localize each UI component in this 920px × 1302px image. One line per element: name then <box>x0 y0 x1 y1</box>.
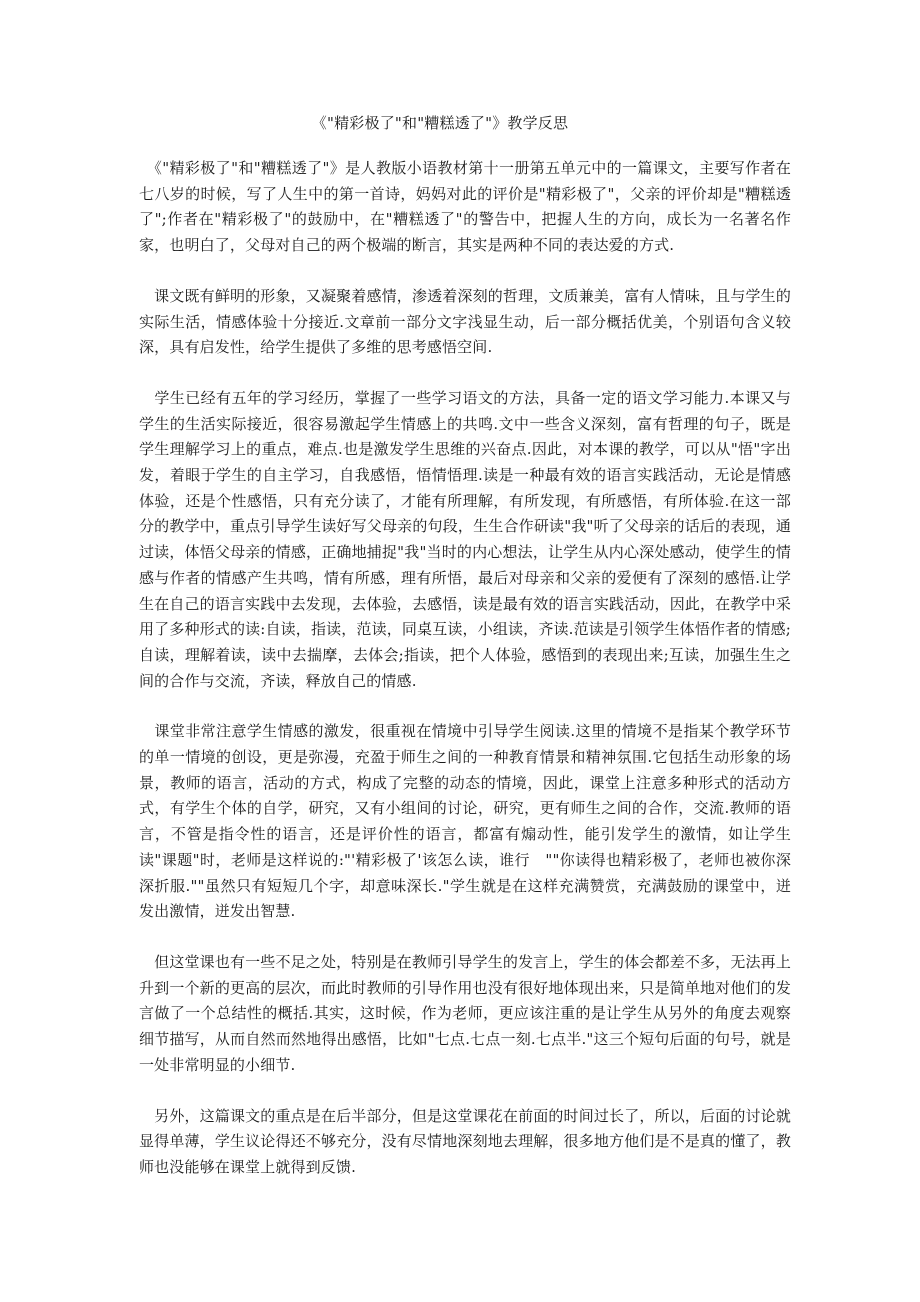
paragraph-6: 另外，这篇课文的重点是在后半部分，但是这堂课花在前面的时间过长了，所以，后面的讨论就显得单薄，学生议论得还不够充分，没有尽情地深刻地去理解，很多地方他们是不是真的懂了，教师也没能够在课堂上就得到反馈. <box>139 1106 791 1176</box>
document-title: 《"精彩极了"和"糟糕透了"》教学反思 <box>311 114 569 132</box>
paragraph-1: 《"精彩极了"和"糟糕透了"》是人教版小语教材第十一册第五单元中的一篇课文，主要写作者在七八岁的时候，写了人生中的第一首诗，妈妈对此的评价是"精彩极了"，父亲的评价却是"糟糕透了";作者在"精彩极了"的鼓励中，在"糟糕透了"的警告中，把握人生的方向，成长为一名著名作家，也明白了，父母对自己的两个极端的断言，其实是两种不同的表达爱的方式. <box>139 159 791 255</box>
paragraph-5: 但这堂课也有一些不足之处，特别是在教师引导学生的发言上，学生的体会都差不多，无法再上升到一个新的更高的层次，而此时教师的引导作用也没有很好地体现出来，只是简单地对他们的发言做了一个总结性的概括.其实，这时候，作为老师，更应该注重的是让学生从另外的角度去观察细节描写，从而自然而然地得出感悟，比如"七点.七点一刻.七点半."这三个短句后面的句号，就是一处非常明显的小细节. <box>139 952 791 1074</box>
document-body <box>139 156 791 1206</box>
paragraph-3: 学生已经有五年的学习经历，掌握了一些学习语文的方法，具备一定的语文学习能力.本课又与学生的生活实际接近，很容易激起学生情感上的共鸣.文中一些含义深刻，富有哲理的句子，既是学生理解学习上的重点，难点.也是激发学生思维的兴奋点.因此，对本课的教学，可以从"悟"字出发，着眼于学生的自主学习，自我感悟，悟情悟理.读是一种最有效的语言实践活动，无论是情感体验，还是个性感悟，只有充分读了，才能有所理解，有所发现，有所感悟，有所体验.在这一部分的教学中，重点引导学生读好写父母亲的句段，生生合作研读"我"听了父母亲的话后的表现，通过读，体悟父母亲的情感，正确地捕捉"我"当时的内心想法，让学生从内心深处感动，使学生的情感与作者的情感产生共鸣，情有所感，理有所悟，最后对母亲和父亲的爱便有了深刻的感悟.让学生在自己的语言实践中去发现，去体验，去感悟，读是最有效的语言实践活动，因此，在教学中采用了多种形式的读:自读，指读，范读，同桌互读，小组读，齐读.范读是引领学生体悟作者的情感;自读，理解着读，读中去揣摩，去体会;指读，把个人体验，感悟到的表现出来;互读，加强生生之间的合作与交流，齐读，释放自己的情感. <box>139 388 791 690</box>
paragraph-4: 课堂非常注意学生情感的激发，很重视在情境中引导学生阅读.这里的情境不是指某个教学环节的单一情境的创设，更是弥漫，充盈于师生之间的一种教育情景和精神氛围.它包括生动形象的场景，教师的语言，活动的方式，构成了完整的动态的情境，因此，课堂上注意多种形式的活动方式，有学生个体的自学，研究，又有小组间的讨论，研究，更有师生之间的合作，交流.教师的语言，不管是指令性的语言，还是评价性的语言，都富有煽动性，能引发学生的激情，如让学生读"课题"时，老师是这样说的:"'精彩极了'该怎么读，谁行 ""你读得也精彩极了，老师也被你深深折服.""虽然只有短短几个字，却意味深长."学生就是在这样充满赞赏，充满鼓励的课堂中，迸发出激情，迸发出智慧. <box>139 722 791 921</box>
paragraph-2: 课文既有鲜明的形象，又凝聚着感情，渗透着深刻的哲理，文质兼美，富有人情味，且与学生的实际生活，情感体验十分接近.文章前一部分文字浅显生动，后一部分概括优美，个别语句含义较深，具有启发性，给学生提供了多维的思考感悟空间. <box>139 286 791 357</box>
